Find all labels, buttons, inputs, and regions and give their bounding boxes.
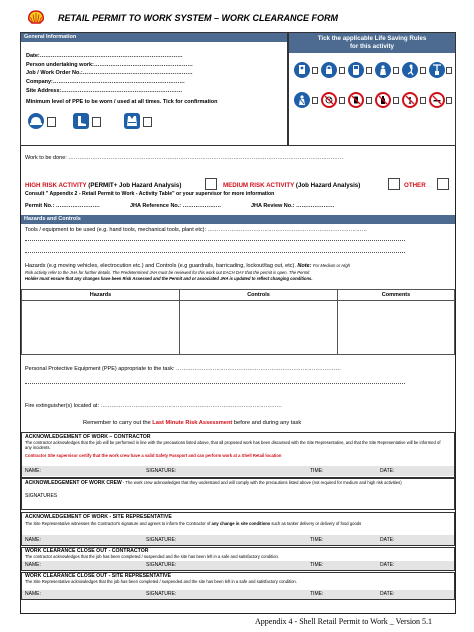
ack-site-time[interactable]: TIME:	[310, 537, 324, 543]
safety-boots-checkbox[interactable]	[92, 117, 101, 127]
close-contractor-time[interactable]: TIME:	[310, 562, 324, 568]
lmra-highlight: Last Minute Risk Assessment	[152, 420, 233, 426]
no-phone-rule-checkbox[interactable]	[366, 97, 372, 104]
comments-column-header: Comments	[338, 290, 455, 301]
medium-risk-option	[223, 182, 360, 189]
hazards-instruction-text: Hazards (e.g moving vehicles, electrocution etc.) and Controls (e.g guardrails, barricading, lockout/tag out, etc).	[25, 263, 296, 269]
medium-risk-note: (Job Hazard Analysis)	[294, 182, 361, 189]
safety-boots-icon	[73, 113, 89, 129]
job-number-field[interactable]: Job / Work Order No.:……………………………………………………	[26, 70, 193, 76]
close-site-date[interactable]: DATE:	[380, 591, 395, 597]
ack-contractor-sign-row	[22, 466, 454, 476]
controls-cell[interactable]	[180, 301, 338, 355]
hi-vis-vest-icon	[124, 113, 140, 129]
comments-cell[interactable]	[338, 301, 455, 355]
gas-test-rule-checkbox[interactable]	[366, 67, 372, 74]
hazards-controls-table	[21, 289, 455, 355]
hazards-cell[interactable]	[22, 301, 180, 355]
high-risk-note: (PERMIT+ Job Hazard Analysis)	[86, 182, 182, 189]
gas-test-rule-icon	[348, 62, 364, 78]
tools-continuation-line	[25, 240, 405, 241]
activity-table-consult-note: Consult " Appendix 2 - Retail Permit to Work - Activity Table" or your supervisor for more information	[25, 191, 275, 197]
hazards-note-label: Note:	[297, 263, 312, 269]
ack-site-name[interactable]: NAME:	[25, 537, 41, 543]
jha-review-field[interactable]: JHA Review No.: …………………	[251, 203, 335, 209]
close-contractor-signature[interactable]: SIGNATURE:	[146, 562, 177, 568]
shell-logo	[27, 10, 45, 25]
ack-crew-signatures-label[interactable]: SIGNATURES	[25, 493, 58, 499]
close-site-name[interactable]: NAME:	[25, 591, 41, 597]
high-risk-label: HIGH RISK ACTIVITY	[25, 182, 87, 189]
ack-site-date[interactable]: DATE:	[380, 537, 395, 543]
hazards-controls-heading: Hazards and Controls	[21, 215, 455, 224]
form-title: RETAIL PERMIT TO WORK SYSTEM – WORK CLEARANCE FORM	[58, 13, 339, 23]
general-info-heading: General Information	[21, 33, 287, 42]
hazards-note-rest: For Medium or High	[312, 263, 350, 268]
isolation-rule-checkbox[interactable]	[339, 67, 345, 74]
hazards-column-header: Hazards	[22, 290, 180, 301]
ppe-minimum-label: Minimum level of PPE to be worn / used at all times. Tick for confirmation	[26, 99, 218, 105]
close-site-time[interactable]: TIME:	[310, 591, 324, 597]
tools-continuation-line-2	[25, 252, 405, 253]
hi-vis-vest-checkbox[interactable]	[143, 117, 152, 127]
hazards-instruction	[25, 263, 350, 269]
high-risk-option	[25, 182, 181, 189]
isolation-rule-icon	[321, 62, 337, 78]
ack-site-text2: such as tanker delivery or delivery of food goods	[270, 521, 362, 526]
site-address-field[interactable]: Site Address:…………………………………………………………	[26, 88, 183, 94]
close-site-title: WORK CLEARANCE CLOSE OUT - SITE REPRESENTATIVE	[25, 573, 171, 579]
ack-site-text-bold: any change in site conditions	[211, 521, 271, 526]
confined-space-rule-icon	[375, 62, 391, 78]
ack-site-text1: The Site Representative witnesses the Contractor's signature and agrees to inform the Contractor of	[25, 521, 212, 526]
medium-risk-checkbox[interactable]	[388, 178, 400, 190]
ack-contractor-time[interactable]: TIME:	[310, 468, 324, 474]
no-alcohol-rule-icon	[375, 92, 391, 108]
no-walking-under-load-rule-icon	[402, 92, 418, 108]
ack-contractor-title: ACKNOWLEDGEMENT OF WORK – CONTRACTOR	[25, 434, 151, 440]
seatbelt-rule-icon	[294, 92, 310, 108]
ack-contractor-date[interactable]: DATE:	[380, 468, 395, 474]
permit-number-field[interactable]: Permit No.: ……………………	[25, 203, 100, 209]
hard-hat-icon	[28, 113, 44, 129]
ack-contractor-text: The contractor acknowledges that the job will be performed in line with the precautions listed above, that all proposed work has been discussed with the Site Representative, and that the Site Representative will be informed of any incidents.	[25, 440, 441, 450]
close-contractor-text: The contractor acknowledges that the job has been completed / suspended and the site has been left in a safe and satisfactory condition.	[25, 554, 279, 559]
working-at-height-rule-checkbox[interactable]	[420, 67, 426, 74]
ack-site-sign-row	[22, 535, 454, 545]
lmra-before: Remember to carry out the	[83, 420, 153, 426]
no-walking-under-load-rule-checkbox[interactable]	[420, 97, 426, 104]
ack-site-signature[interactable]: SIGNATURE:	[146, 537, 177, 543]
ack-crew-text	[25, 480, 450, 486]
close-contractor-date[interactable]: DATE:	[380, 562, 395, 568]
footer-version: Appendix 4 - Shell Retail Permit to Work _ Version 5.1	[255, 617, 433, 626]
ack-contractor-signature[interactable]: SIGNATURE:	[146, 468, 177, 474]
medium-risk-label: MEDIUM RISK ACTIVITY	[223, 182, 295, 189]
life-saving-rules-heading	[289, 33, 455, 53]
close-site-sign-row	[22, 590, 454, 599]
seatbelt-rule-checkbox[interactable]	[312, 97, 318, 104]
jha-note-line2: Holder must ensure that any changes have been Risk Assessed and the Permit and or associated JHA is updated to reflect changing conditions.	[25, 276, 313, 281]
fire-extinguisher-field[interactable]: Fire extinguisher(s) located at: ………………………………………………………………………………………	[25, 403, 283, 409]
jha-note-line1: Risk activity refer to the JHA for further details. The Predetermined JHA must be reviewed for this work out EACH DAY that the permit is open. The Permit	[25, 270, 310, 275]
ack-contractor-name[interactable]: NAME:	[25, 468, 41, 474]
close-site-signature[interactable]: SIGNATURE:	[146, 591, 177, 597]
confined-space-rule-checkbox[interactable]	[393, 67, 399, 74]
jha-reference-field[interactable]: JHA Reference No.: …………………	[130, 203, 222, 209]
no-phone-rule-icon	[348, 92, 364, 108]
other-risk-label: OTHER	[404, 182, 426, 189]
no-smoking-rule-icon	[429, 92, 445, 108]
ack-contractor-passport-note: Contractor Site supervisor certify that the work crew have a valid Safety Passport and can perform work at a Shell Retail location	[25, 453, 282, 458]
no-speeding-rule-checkbox[interactable]	[339, 97, 345, 104]
person-field[interactable]: Person undertaking work:………………………………………………	[26, 62, 193, 68]
other-risk-checkbox[interactable]	[437, 178, 449, 190]
date-field[interactable]: Date:……………………………………………………………………	[26, 53, 183, 59]
no-smoking-rule-checkbox[interactable]	[446, 97, 452, 104]
ppe-field[interactable]: Personal Protective Equipment (PPE) appropriate to the task: ………………………………………………………………………………	[25, 366, 342, 372]
ppe-continuation-line	[25, 383, 405, 384]
no-alcohol-rule-checkbox[interactable]	[393, 97, 399, 104]
close-contractor-sign-row	[22, 561, 454, 570]
work-permit-rule-checkbox[interactable]	[312, 67, 318, 74]
rules-heading-line1: Tick the applicable Life Saving Rules	[317, 35, 427, 42]
lmra-after: before and during any task	[232, 420, 302, 426]
hard-hat-checkbox[interactable]	[47, 117, 56, 127]
work-to-be-done-field[interactable]: Work to be done: ……………………………………………………………………………………………………………………………………	[25, 155, 344, 161]
controls-column-header: Controls	[180, 290, 338, 301]
ack-crew-title: ACKNOWLEDGEMENT OF WORK CREW	[25, 480, 122, 486]
tools-field[interactable]: Tools / equipment to be used (e.g. hand tools, mechanical tools, plant etc): ……………………………………………………………………………	[25, 227, 368, 233]
lifting-rule-icon	[429, 62, 445, 78]
high-risk-checkbox[interactable]	[205, 178, 217, 190]
ack-site-title: ACKNOWLEDGEMENT OF WORK - SITE REPRESENTATIVE	[25, 514, 172, 520]
company-field[interactable]: Company:………………………………………………………………	[26, 79, 185, 85]
lmra-reminder	[83, 420, 301, 426]
ack-site-text	[25, 521, 450, 526]
lifting-rule-checkbox[interactable]	[446, 67, 452, 74]
close-site-text: The Site Representative acknowledges that the job has been completed / suspended and the site has been left in a safe and satisfactory condition.	[25, 579, 297, 584]
close-contractor-name[interactable]: NAME:	[25, 562, 41, 568]
working-at-height-rule-icon	[402, 62, 418, 78]
ack-crew-body: - The work crew acknowledges that they understand and will comply with the precautions listed above (not required for medium and high risk activities)	[121, 480, 402, 485]
rules-heading-line2: for this activity	[349, 43, 394, 50]
no-speeding-rule-icon	[321, 92, 337, 108]
work-permit-rule-icon	[294, 62, 310, 78]
close-contractor-title: WORK CLEARANCE CLOSE OUT - CONTRACTOR	[25, 548, 149, 554]
